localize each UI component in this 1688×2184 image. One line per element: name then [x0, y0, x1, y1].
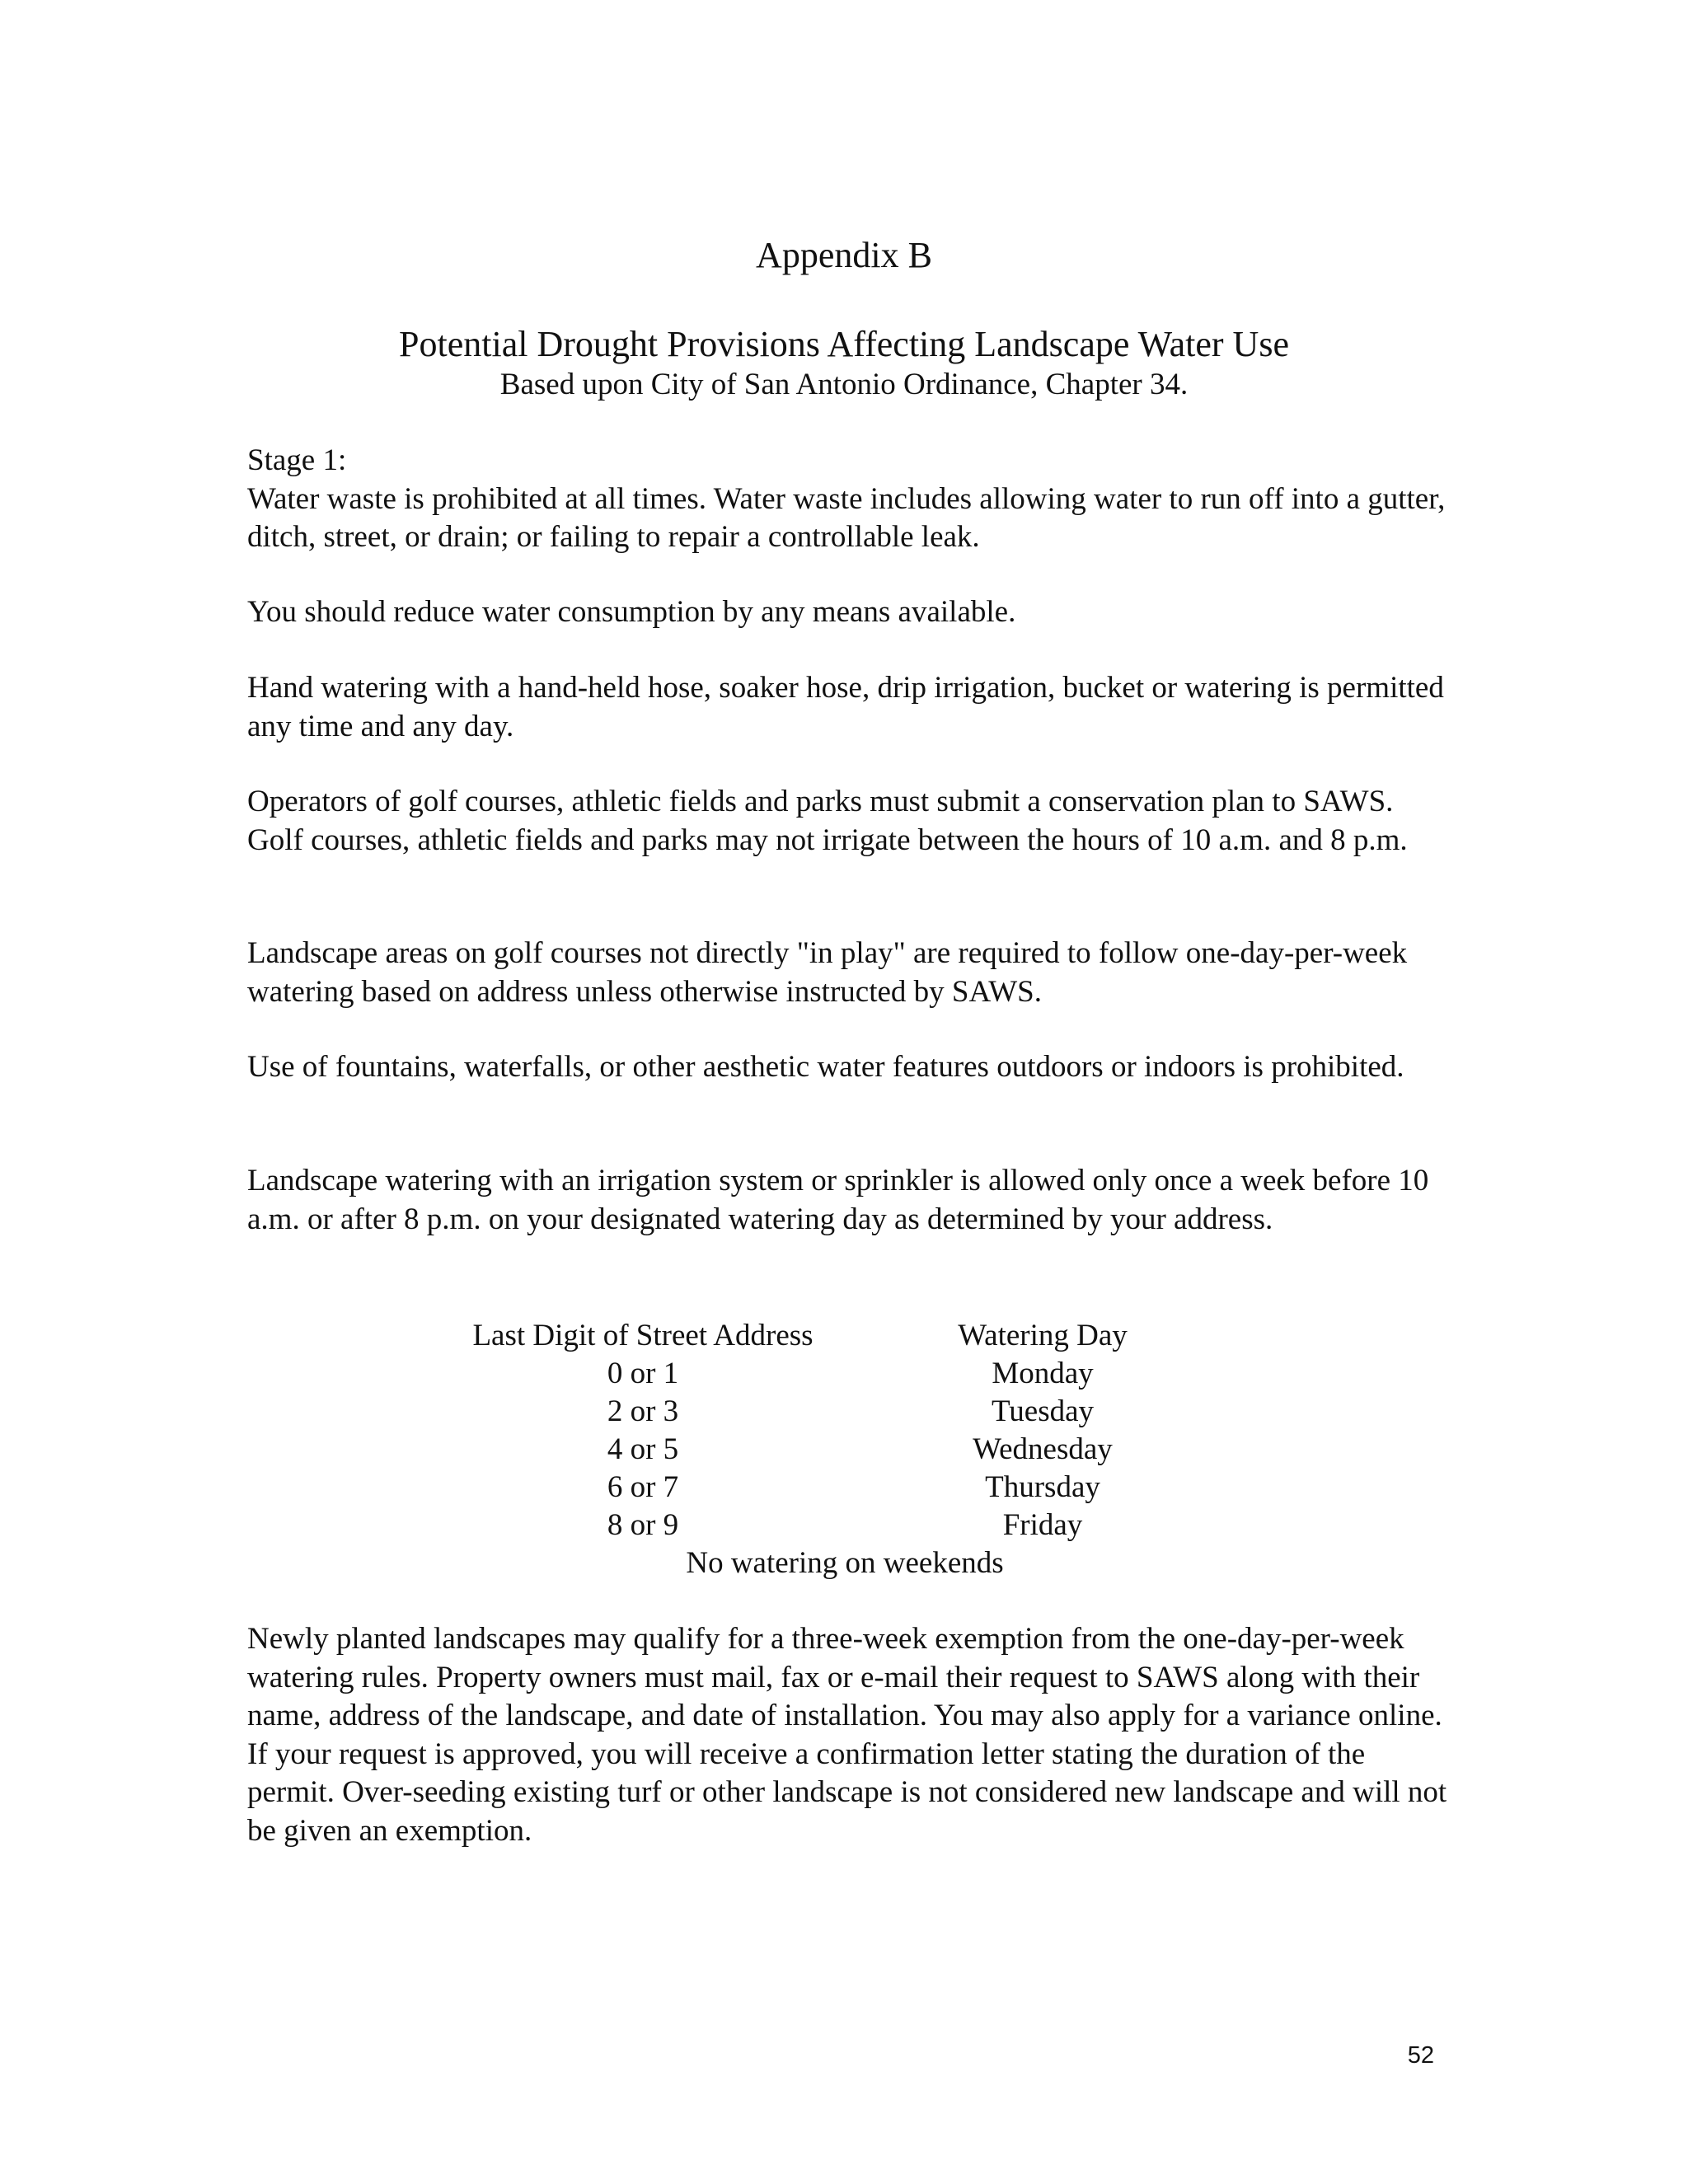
table-footnote: No watering on weekends	[686, 1546, 1004, 1580]
column-header-watering-day: Watering Day	[958, 1319, 1128, 1352]
paragraph-landscape-golf: Landscape areas on golf courses not directly "in play" are required to follow one-day-per-week watering based on address unless otherwise instructed by SAWS.	[247, 936, 1408, 1009]
paragraph-hand-watering: Hand watering with a hand-held hose, soaker hose, drip irrigation, bucket or watering is permitted any time and any day.	[247, 671, 1444, 743]
address-digit-cell: 0 or 1	[607, 1357, 679, 1390]
table-header-row	[445, 1317, 1245, 1355]
paragraph-reduce-consumption: You should reduce water consumption by any means available.	[247, 595, 1016, 629]
paragraph-golf-courses: Operators of golf courses, athletic fields and parks must submit a conservation plan to SAWS. Golf courses, athletic fields and parks may not irrigate between the hours of 10 a.m. and 8 p.m.	[247, 785, 1408, 857]
stage-section	[247, 442, 1451, 557]
watering-schedule-table	[445, 1317, 1245, 1582]
stage-label: Stage 1:	[247, 443, 347, 477]
watering-day-cell: Thursday	[985, 1470, 1100, 1504]
watering-day-cell: Monday	[992, 1357, 1094, 1390]
page-number: 52	[1407, 2042, 1434, 2069]
paragraph-new-landscapes: Newly planted landscapes may qualify for a three-week exemption from the one-day-per-week watering rules. Property owners must mail, fax or e-mail their request to SAWS along with their name, address of the landscape, and date of installation. You may also apply for a variance online. If your request is approved, you will receive a confirmation letter stating the duration of the permit. Over-seeding existing turf or other landscape is not considered new landscape and will not be given an exemption.	[247, 1622, 1447, 1848]
watering-day-cell: Tuesday	[991, 1394, 1095, 1428]
address-digit-cell: 8 or 9	[607, 1508, 679, 1542]
page-title: Potential Drought Provisions Affecting Landscape Water Use	[399, 324, 1289, 364]
watering-day-cell: Wednesday	[973, 1432, 1113, 1466]
column-header-address-digit: Last Digit of Street Address	[472, 1319, 814, 1352]
watering-day-cell: Friday	[1002, 1508, 1083, 1542]
table-row	[445, 1507, 1245, 1544]
paragraph-irrigation-schedule: Landscape watering with an irrigation system or sprinkler is allowed only once a week before 10 a.m. or after 8 p.m. on your designated watering day as determined by your address.	[247, 1164, 1429, 1236]
table-row	[445, 1393, 1245, 1431]
address-digit-cell: 4 or 5	[607, 1432, 679, 1466]
table-row	[445, 1469, 1245, 1507]
table-row	[445, 1355, 1245, 1393]
paragraph-fountains: Use of fountains, waterfalls, or other aesthetic water features outdoors or indoors is prohibited.	[247, 1050, 1404, 1084]
address-digit-cell: 2 or 3	[607, 1394, 679, 1428]
table-row	[445, 1431, 1245, 1469]
paragraph-water-waste: Water waste is prohibited at all times. Water waste includes allowing water to run off into a gutter, ditch, street, or drain; or failing to repair a controllable leak.	[247, 481, 1446, 554]
appendix-heading: Appendix B	[756, 235, 932, 275]
address-digit-cell: 6 or 7	[607, 1470, 679, 1504]
page-subtitle: Based upon City of San Antonio Ordinance, Chapter 34.	[499, 368, 1189, 401]
